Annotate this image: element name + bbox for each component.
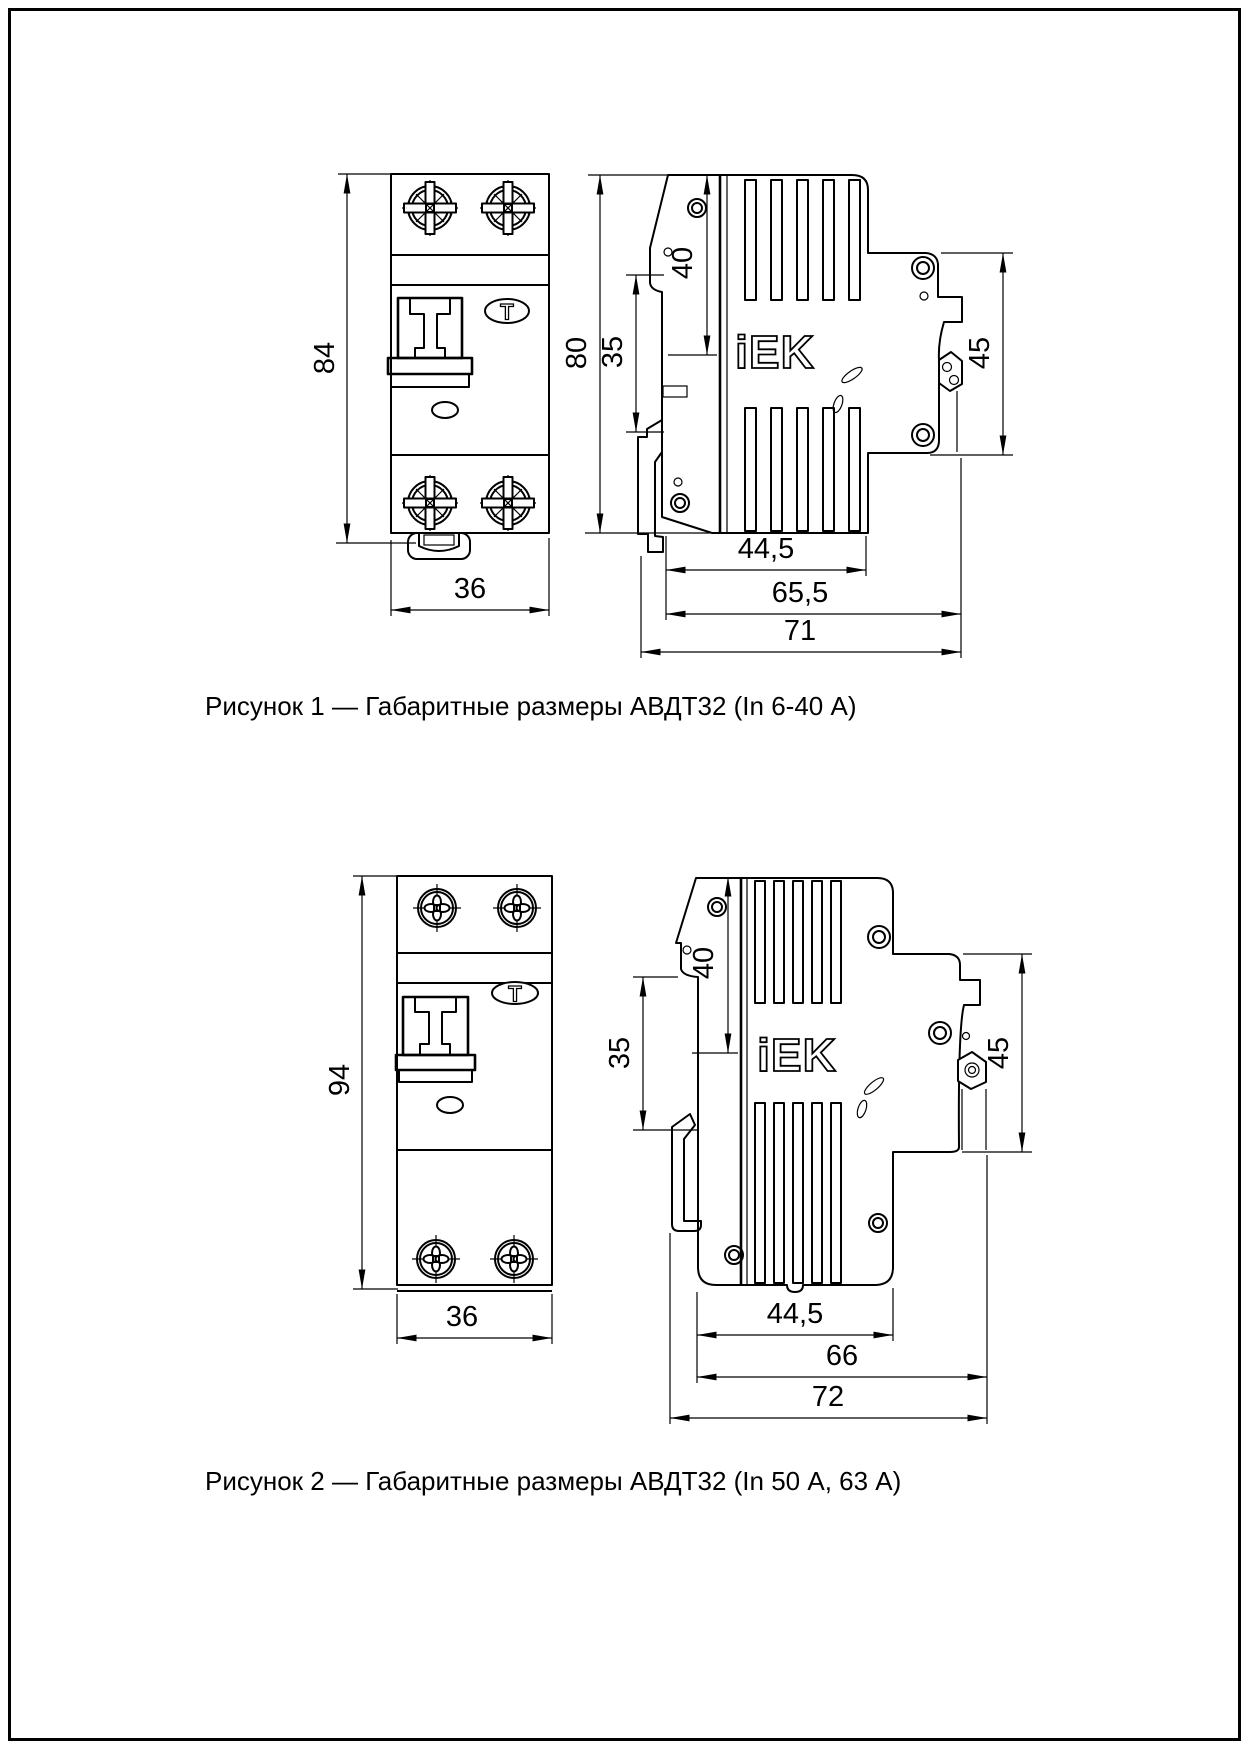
- dim-label-35: 35: [597, 335, 629, 369]
- test-button-label: Т: [500, 299, 514, 325]
- fig1-din-clip: [638, 420, 663, 552]
- dim-label-40: 40: [688, 946, 720, 980]
- fig1-rear-tab: [663, 386, 687, 397]
- test-button-label: Т: [508, 981, 522, 1007]
- fig2-indicator-window: [437, 1097, 463, 1113]
- fig2-cooling-fins: [755, 881, 841, 1283]
- terminal-screw-icon: [412, 1235, 460, 1283]
- figure1-drawing: [0, 0, 1249, 680]
- terminal-screw-icon: [402, 180, 458, 236]
- fig1-dim-din-height: [597, 275, 664, 432]
- figure2-drawing: [0, 680, 1249, 1460]
- fig2-side-view: [604, 877, 1032, 1424]
- fig1-test-button: [485, 299, 529, 325]
- fig1-dim-terminal-span: [930, 253, 1013, 455]
- terminal-screw-icon: [480, 475, 536, 531]
- fig2-din-clip: [672, 1114, 701, 1231]
- dim-label-72: 72: [811, 1381, 845, 1413]
- fig1-toggle-handle: [388, 298, 472, 387]
- fig2-side-outline: [676, 878, 980, 1292]
- fig2-test-button: [492, 982, 538, 1007]
- dim-label-80: 80: [561, 336, 593, 370]
- terminal-screw-icon: [493, 884, 541, 932]
- dim-label-66: 66: [825, 1340, 859, 1372]
- fig2-dim-overall-depth: [670, 1233, 987, 1424]
- fig1-front-view: [309, 174, 549, 616]
- fig1-dim-top-depth: [667, 175, 717, 355]
- terminal-screw-icon: [480, 180, 536, 236]
- fig2-din-latch: [958, 1052, 986, 1150]
- dim-label-35: 35: [604, 1036, 636, 1070]
- dim-label-45: 45: [983, 1036, 1015, 1070]
- dim-label-45: 45: [964, 336, 996, 370]
- iek-logo: iEK: [735, 326, 815, 378]
- fig2-toggle-handle: [396, 997, 475, 1082]
- figure1-caption: Рисунок 1 — Габаритные размеры АВДТ32 (In 6-40 А): [205, 691, 857, 721]
- terminal-screw-icon: [402, 475, 458, 531]
- dim-label-94: 94: [324, 1063, 356, 1097]
- fig2-dim-body-depth: [697, 1288, 893, 1383]
- fig1-dim-body-depth: [666, 533, 866, 620]
- fig2-dim-height: [324, 876, 398, 1289]
- dim-label-36: 36: [445, 1301, 479, 1333]
- dim-label-71: 71: [783, 615, 817, 647]
- dim-label-36: 36: [453, 573, 487, 605]
- iek-logo: iEK: [757, 1029, 837, 1081]
- fig2-dim-din-height: [604, 977, 698, 1130]
- dim-label-44-5: 44,5: [766, 1298, 824, 1330]
- fig2-dim-width: [397, 1294, 552, 1344]
- fig1-din-latch: [939, 352, 962, 452]
- terminal-screw-icon: [490, 1235, 538, 1283]
- fig1-side-view: [561, 175, 1013, 658]
- dim-label-44-5: 44,5: [737, 533, 795, 565]
- fig2-front-view: [324, 876, 552, 1344]
- terminal-screw-icon: [413, 884, 461, 932]
- fig2-mold-marks: [855, 1075, 885, 1119]
- dim-label-40: 40: [667, 246, 699, 280]
- fig1-indicator-window: [432, 402, 458, 418]
- dim-label-65-5: 65,5: [771, 577, 829, 609]
- fig1-front-din-tab: [408, 533, 470, 559]
- dim-label-84: 84: [309, 341, 341, 375]
- fig1-mold-marks: [831, 365, 864, 414]
- fig2-front-body: [397, 876, 552, 1285]
- figure2-caption: Рисунок 2 — Габаритные размеры АВДТ32 (In 50 А, 63 А): [205, 1466, 902, 1496]
- fig2-side-screw-bosses: [683, 898, 970, 1264]
